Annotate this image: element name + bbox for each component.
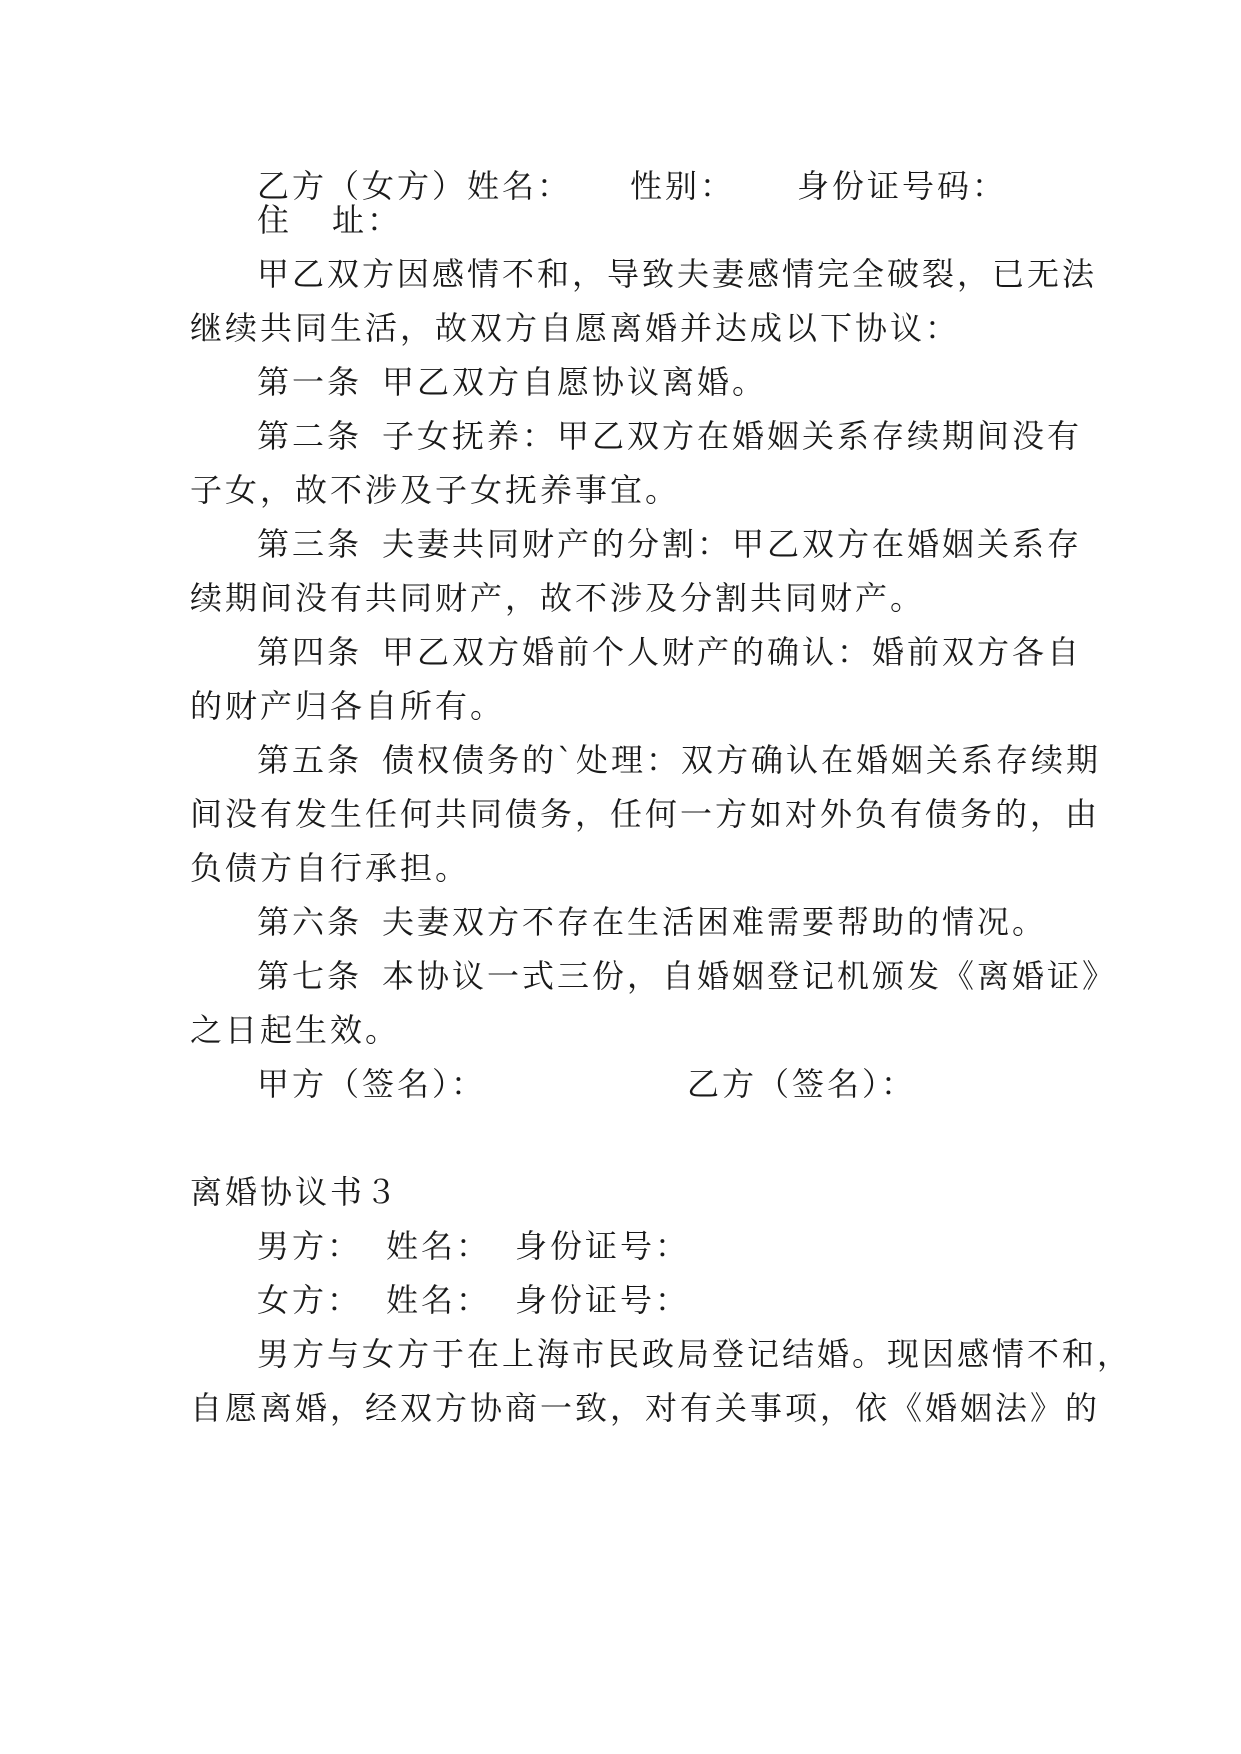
article-text: 夫妻共同财产的分割：甲乙双方在婚姻关系存 <box>382 525 1083 563</box>
female-name-label: 姓名： <box>386 1281 492 1319</box>
male-id-label: 身份证号： <box>515 1227 691 1265</box>
party-b-name-label: 乙方（女方）姓名： <box>257 167 573 205</box>
preamble-line-2: 继续共同生活，故双方自愿离婚并达成以下协议： <box>190 309 961 347</box>
article-label: 第五条 <box>257 741 363 779</box>
article-label: 第四条 <box>257 633 363 671</box>
article-3-continuation: 续期间没有共同财产，故不涉及分割共同财产。 <box>190 579 926 617</box>
article-text: 夫妻双方不存在生活困难需要帮助的情况。 <box>382 903 1048 941</box>
female-id-label: 身份证号： <box>515 1281 691 1319</box>
article-text: 债权债务的`处理：双方确认在婚姻关系存续期 <box>382 741 1102 779</box>
party-b-id-label: 身份证号码： <box>797 167 1008 205</box>
address-line <box>257 200 1070 240</box>
article-7 <box>257 956 1118 996</box>
article-label: 第七条 <box>257 957 363 995</box>
article-7-continuation: 之日起生效。 <box>190 1011 401 1049</box>
section-3-body-line-2: 自愿离婚，经双方协商一致，对有关事项，依《婚姻法》的 <box>190 1389 1101 1427</box>
male-label: 男方： <box>257 1227 363 1265</box>
article-2-continuation: 子女，故不涉及子女抚养事宜。 <box>190 471 681 509</box>
preamble-line-1: 甲乙双方因感情不和，导致夫妻感情完全破裂，已无法 <box>257 255 1098 293</box>
section-3-body-line-1: 男方与女方于在上海市民政局登记结婚。现因感情不和， <box>257 1335 1133 1373</box>
article-text: 甲乙双方自愿协议离婚。 <box>382 363 768 401</box>
article-5-continuation-2: 负债方自行承担。 <box>190 849 471 887</box>
article-label: 第六条 <box>257 903 363 941</box>
article-text: 甲乙双方婚前个人财产的确认：婚前双方各自 <box>382 633 1083 671</box>
article-5-continuation-1: 间没有发生任何共同债务，任何一方如对外负有债务的，由 <box>190 795 1101 833</box>
article-1 <box>257 362 1070 402</box>
female-label: 女方： <box>257 1281 363 1319</box>
address-char-1: 住 <box>257 201 293 239</box>
article-text: 子女抚养：甲乙双方在婚姻关系存续期间没有 <box>382 417 1083 455</box>
female-info-line <box>257 1280 1070 1320</box>
article-4-continuation: 的财产归各自所有。 <box>190 687 506 725</box>
article-6 <box>257 902 1070 942</box>
article-5 <box>257 740 1102 780</box>
party-a-signature-label: 甲方（签名）： <box>257 1065 487 1103</box>
signature-line <box>257 1064 1070 1104</box>
male-name-label: 姓名： <box>386 1227 492 1265</box>
article-label: 第二条 <box>257 417 363 455</box>
article-4 <box>257 632 1083 672</box>
party-b-signature-label: 乙方（签名）： <box>687 1065 917 1103</box>
address-char-2: 址： <box>332 201 403 239</box>
section-3-title: 离婚协议书３ <box>190 1173 401 1211</box>
article-2 <box>257 416 1083 456</box>
party-b-gender-label: 性别： <box>630 167 736 205</box>
male-info-line <box>257 1226 1070 1266</box>
article-3 <box>257 524 1083 564</box>
article-text: 本协议一式三份，自婚姻登记机颁发《离婚证》 <box>382 957 1118 995</box>
article-label: 第一条 <box>257 363 363 401</box>
article-label: 第三条 <box>257 525 363 563</box>
